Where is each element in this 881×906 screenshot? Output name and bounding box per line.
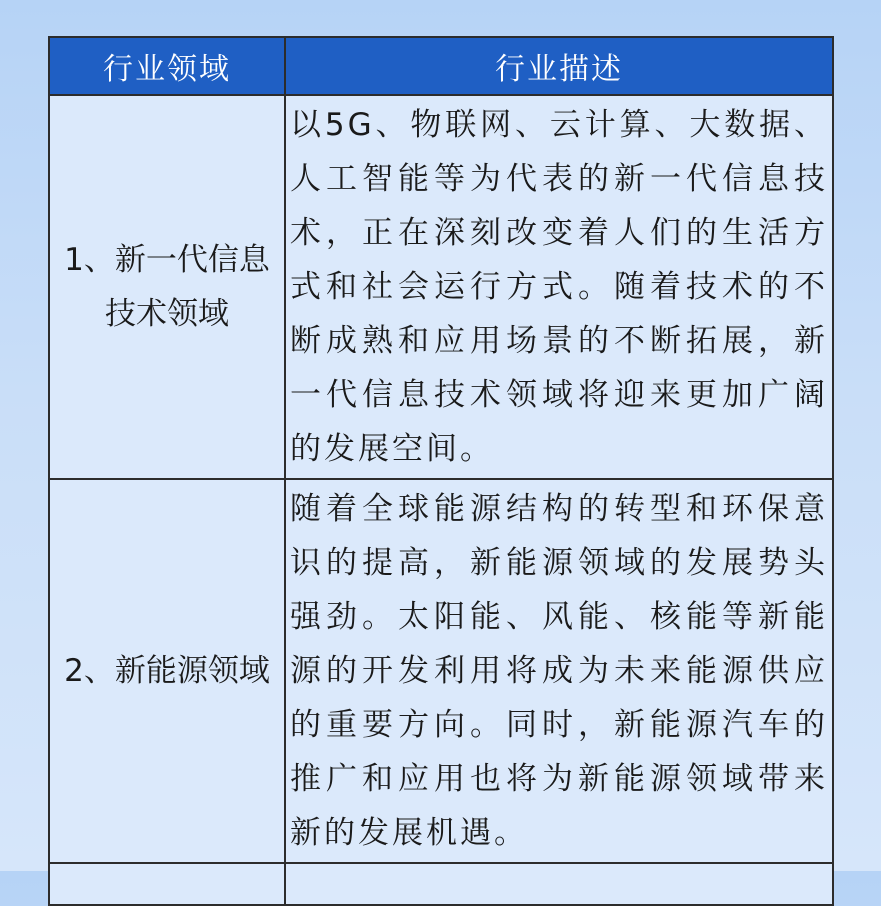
industry-field-cell (49, 863, 285, 905)
table-header-row (49, 37, 833, 95)
industry-field-cell: 1、新一代信息技术领域 (49, 95, 285, 479)
industry-description-cell: 以5G、物联网、云计算、大数据、人工智能等为代表的新一代信息技术，正在深刻改变着人们的生活方式和社会运行方式。随着技术的不断成熟和应用场景的不断拓展，新一代信息技术领域将迎来更加广阔的发展空间。 (285, 95, 833, 479)
table-row (49, 479, 833, 863)
industry-field-cell: 2、新能源领域 (49, 479, 285, 863)
header-industry-description: 行业描述 (285, 37, 833, 95)
table-row (49, 95, 833, 479)
header-industry-field: 行业领域 (49, 37, 285, 95)
industry-table-container (48, 36, 832, 906)
industry-description-cell: 随着全球能源结构的转型和环保意识的提高，新能源领域的发展势头强劲。太阳能、风能、核能等新能源的开发利用将成为未来能源供应的重要方向。同时，新能源汽车的推广和应用也将为新能源领域带来新的发展机遇。 (285, 479, 833, 863)
industry-table (48, 36, 834, 906)
table-row (49, 863, 833, 905)
industry-description-cell (285, 863, 833, 905)
